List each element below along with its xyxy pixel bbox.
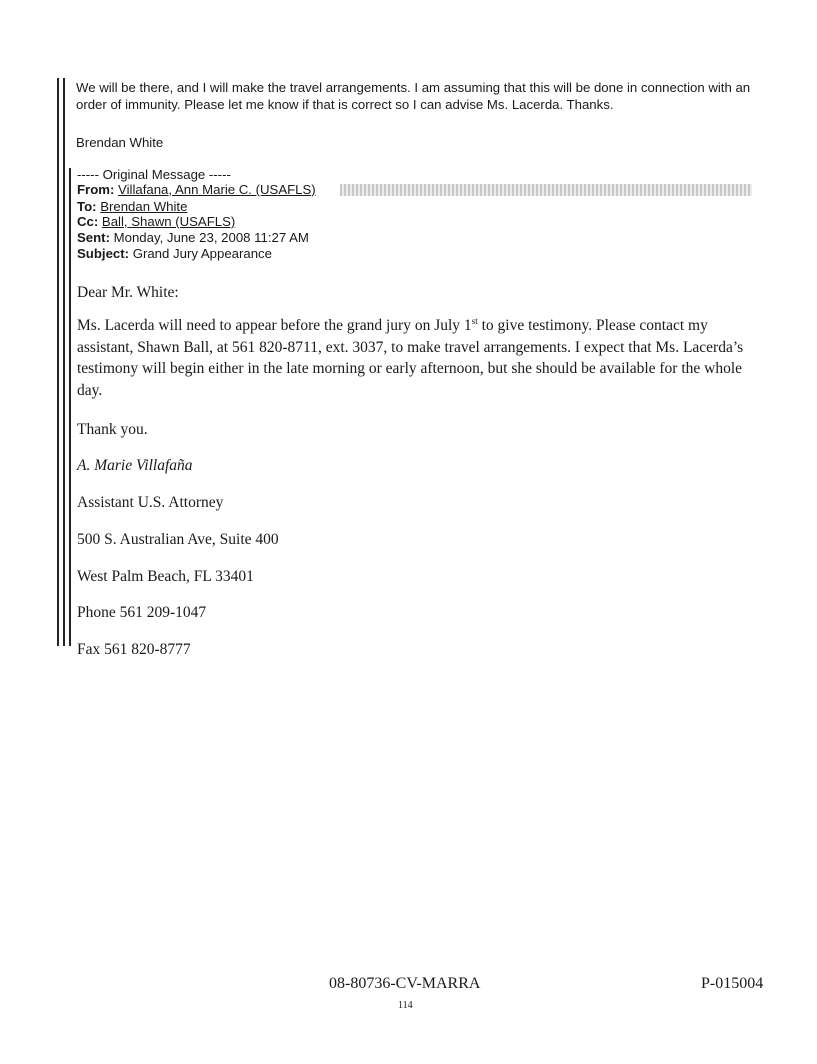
- cc-link[interactable]: Ball, Shawn (USAFLS): [101, 214, 236, 229]
- quote-bar-outer: [57, 78, 59, 646]
- sent-row: [77, 230, 309, 245]
- address-line-1: 500 S. Australian Ave, Suite 400: [77, 531, 279, 548]
- phone: Phone 561 209-1047: [77, 604, 207, 621]
- sender-title: Assistant U.S. Attorney: [77, 494, 224, 511]
- quote-bar-inner: [69, 168, 71, 646]
- from-label: From:: [77, 182, 115, 197]
- body-line-4: day.: [77, 382, 103, 399]
- case-number: 08-80736-CV-MARRA: [329, 975, 481, 992]
- original-message-separator: ----- Original Message -----: [77, 167, 231, 182]
- redaction-artifact: [340, 184, 752, 196]
- quote-bar-middle: [63, 78, 65, 646]
- body-line-1: [77, 317, 708, 335]
- sent-value: Monday, June 23, 2008 11:27 AM: [113, 230, 309, 245]
- bates-number: P-015004: [701, 975, 764, 992]
- body-line-3: testimony will begin either in the late morning or early afternoon, but she should be available for the whole: [77, 360, 743, 377]
- reply-line-1: We will be there, and I will make the travel arrangements. I am assuming that this will be done in connection with an: [76, 80, 751, 95]
- body-line-1b: to give testimony. Please contact my: [477, 317, 708, 334]
- sender-name: A. Marie Villafaña: [77, 457, 193, 474]
- body-line-1a: Ms. Lacerda will need to appear before the grand jury on July 1: [77, 317, 472, 334]
- fax: Fax 561 820-8777: [77, 641, 191, 658]
- ordinal-suffix: st: [471, 316, 478, 326]
- closing: Thank you.: [77, 421, 148, 438]
- subject-label: Subject:: [77, 246, 130, 261]
- address-line-2: West Palm Beach, FL 33401: [77, 568, 254, 585]
- salutation: Dear Mr. White:: [77, 284, 179, 301]
- to-link[interactable]: Brendan White: [100, 199, 188, 214]
- reply-signature: Brendan White: [76, 135, 164, 150]
- cc-label: Cc:: [77, 214, 99, 229]
- sent-label: Sent:: [77, 230, 110, 245]
- page-number: 114: [398, 1000, 413, 1011]
- subject-value: Grand Jury Appearance: [132, 246, 272, 261]
- to-label: To:: [77, 199, 97, 214]
- from-link[interactable]: Villafana, Ann Marie C. (USAFLS): [118, 182, 316, 197]
- subject-row: [77, 246, 272, 261]
- reply-line-2: order of immunity. Please let me know if that is correct so I can advise Ms. Lacerda. Thanks.: [76, 97, 614, 112]
- from-row: [77, 182, 316, 197]
- to-row: [77, 199, 187, 214]
- body-line-2: assistant, Shawn Ball, at 561 820-8711, ext. 3037, to make travel arrangements. I expect that Ms. Lacerda’s: [77, 339, 744, 356]
- cc-row: [77, 214, 235, 229]
